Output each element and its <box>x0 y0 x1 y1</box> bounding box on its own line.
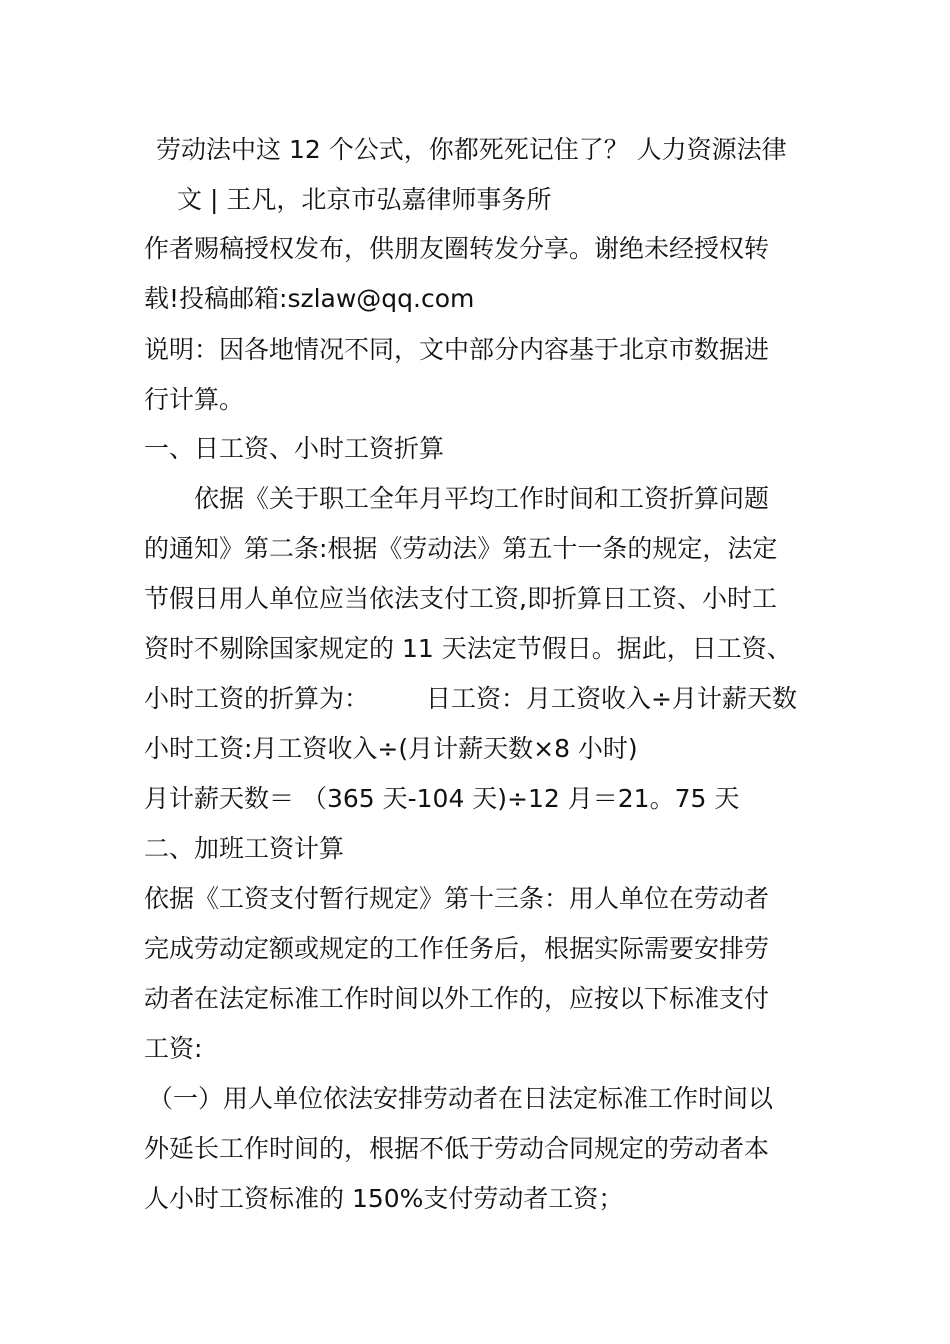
text-line: 动者在法定标准工作时间以外工作的，应按以下标准支付 <box>144 984 770 1013</box>
formula-daily-wage: 日工资：月工资收入÷月计薪天数 <box>426 684 797 713</box>
text-line: 节假日用人单位应当依法支付工资,即折算日工资、小时工 <box>144 584 777 613</box>
section-heading: 二、加班工资计算 <box>144 834 345 863</box>
section-heading: 一、日工资、小时工资折算 <box>144 434 445 463</box>
text-line: 小时工资的折算为： <box>144 684 370 713</box>
text-line: 人小时工资标准的 150%支付劳动者工资； <box>144 1184 624 1213</box>
text-line: 行计算。 <box>144 385 245 414</box>
author-line: 文 | 王凡，北京市弘嘉律师事务所 <box>177 185 552 214</box>
text-line: 外延长工作时间的，根据不低于劳动合同规定的劳动者本 <box>144 1134 770 1163</box>
text-line: 说明：因各地情况不同，文中部分内容基于北京市数据进 <box>144 335 770 364</box>
formula-hourly-wage: 小时工资:月工资收入÷(月计薪天数×8 小时) <box>144 734 638 763</box>
text-line: 资时不剔除国家规定的 11 天法定节假日。据此，日工资、 <box>144 634 792 663</box>
text-line: 依据《工资支付暂行规定》第十三条：用人单位在劳动者 <box>144 884 770 913</box>
text-line: 载!投稿邮箱:szlaw@qq.com <box>144 284 475 313</box>
document-title: 劳动法中这 12 个公式，你都死死记住了？ 人力资源法律 <box>156 135 787 164</box>
text-line: 作者赐稿授权发布，供朋友圈转发分享。谢绝未经授权转 <box>144 234 770 263</box>
text-line: 工资: <box>144 1034 203 1063</box>
formula-monthly-days: 月计薪天数＝ （365 天-104 天)÷12 月＝21。75 天 <box>144 784 740 813</box>
text-line: （一）用人单位依法安排劳动者在日法定标准工作时间以 <box>148 1084 774 1113</box>
text-line: 完成劳动定额或规定的工作任务后，根据实际需要安排劳 <box>144 934 770 963</box>
text-line: 的通知》第二条:根据《劳动法》第五十一条的规定，法定 <box>144 534 778 563</box>
text-line: 依据《关于职工全年月平均工作时间和工资折算问题 <box>194 484 770 513</box>
